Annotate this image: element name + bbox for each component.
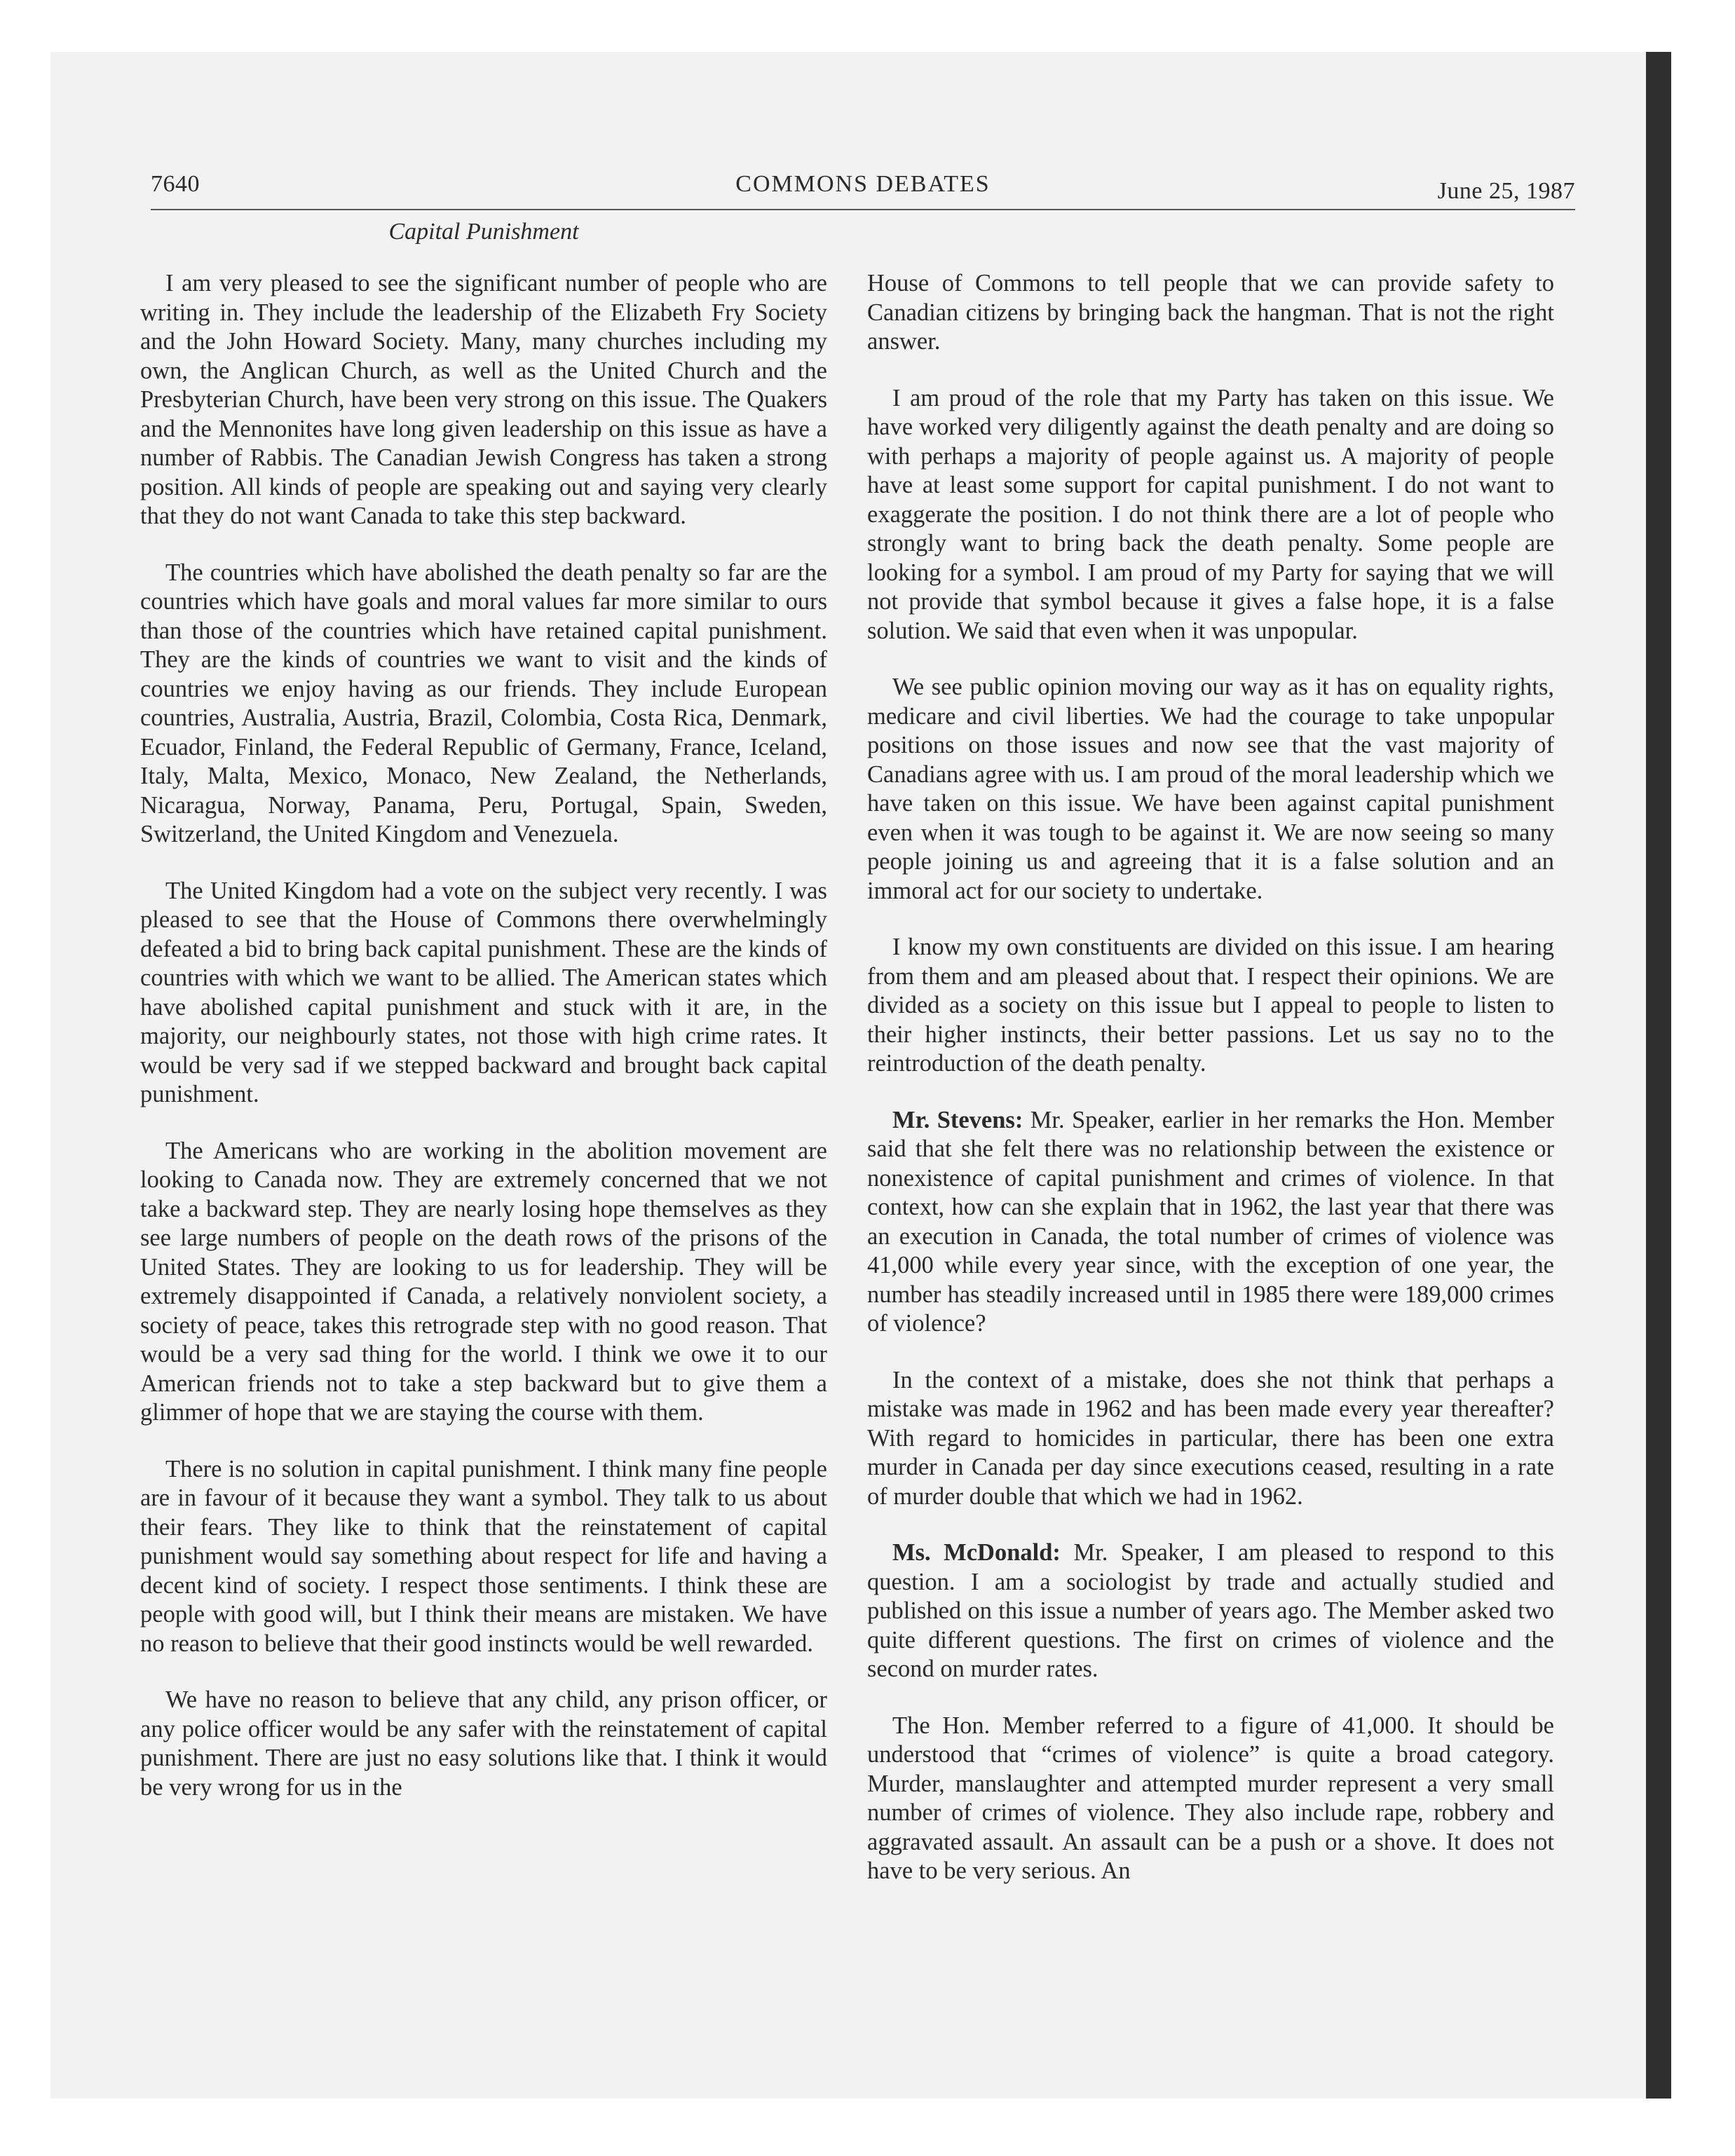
speech-text: Mr. Speaker, I am pleased to respond to this question. I am a sociologist by trade and actually studied and published on this issue a number of years ago. The Member asked two quite different questions. The first on crimes of violence and the second on murder rates.: [867, 1539, 1555, 1682]
right-column: [867, 269, 1554, 1913]
page-binding-edge: [1646, 52, 1671, 2099]
speaker-name: Mr. Stevens:: [892, 1106, 1023, 1133]
paragraph: We have no reason to believe that any child, any prison officer, or any police officer would be any safer with the reinstatement of capital punishment. There are just no easy solutions like that. I think it would be very wrong for us in the: [140, 1686, 827, 1801]
paragraph-continuation: House of Commons to tell people that we can provide safety to Canadian citizens by bringing back the hangman. That is not the right answer.: [867, 270, 1554, 355]
paragraph: We see public opinion moving our way as it has on equality rights, medicare and civil liberties. We had the courage to take unpopular positions on those issues and now see that the vast majority of Canadians agree with us. I am proud of the moral leadership which we have taken on this issue. We have been against capital punishment even when it was tough to be against it. We are now seeing so many people joining us and agreeing that it is a false solution and an immoral act for our society to undertake.: [867, 674, 1554, 904]
paragraph: The countries which have abolished the death penalty so far are the countries which have goals and moral values far more similar to ours than those of the countries which have retained capital punishment. They are the kinds of countries we want to visit and the kinds of countries we enjoy having as our friends. They include European countries, Australia, Austria, Brazil, Colombia, Costa Rica, Denmark, Ecuador, Finland, the Federal Republic of Germany, France, Iceland, Italy, Malta, Mexico, Monaco, New Zealand, the Netherlands, Nicaragua, Norway, Panama, Peru, Portugal, Spain, Sweden, Switzerland, the United Kingdom and Venezuela.: [140, 559, 827, 847]
paragraph: I know my own constituents are divided on this issue. I am hearing from them and am pleased about that. I respect their opinions. We are divided as a society on this issue but I appeal to people to listen to their higher instincts, their better passions. Let us say no to the reintroduction of the death penalty.: [867, 934, 1554, 1077]
speech-stevens: [867, 1106, 1554, 1339]
speaker-name: Ms. McDonald:: [892, 1539, 1061, 1566]
paragraph: I am proud of the role that my Party has taken on this issue. We have worked very diligently against the death penalty and are doing so with perhaps a majority of people against us. A majority of people have at least some support for capital punishment. I do not want to exaggerate the position. I do not think there are a lot of people who strongly want to bring back the death penalty. Some people are looking for a symbol. I am proud of my Party for saying that we will not provide that symbol because it gives a false hope, it is a false solution. We said that even when it was unpopular.: [867, 384, 1554, 644]
paragraph: There is no solution in capital punishment. I think many fine people are in favour of it because they want a symbol. They talk to us about their fears. They like to think that the reinstatement of capital punishment would say something about respect for life and having a decent kind of society. I respect those sentiments. I think these are people with good will, but I think their means are mistaken. We have no reason to believe that their good instincts would be well rewarded.: [140, 1455, 827, 1657]
section-title: Capital Punishment: [388, 219, 579, 245]
page-header: [151, 168, 1575, 210]
speech-mcdonald: [867, 1538, 1554, 1684]
paragraph: The Hon. Member referred to a figure of 41,000. It should be understood that “crimes of violence” is quite a broad category. Murder, manslaughter and attempted murder represent a very small number of crimes of violence. They also include rape, robbery and aggravated assault. An assault can be a push or a shove. It does not have to be very serious. An: [867, 1712, 1554, 1884]
publication-title: COMMONS DEBATES: [735, 171, 991, 197]
page-number: 7640: [151, 171, 200, 197]
speech-text: Mr. Speaker, earlier in her remarks the Hon. Member said that she felt there was no relationship between the existence or nonexistence of capital punishment and crimes of violence. In that context, how can she explain that in 1962, the last year that there was an execution in Canada, the total number of crimes of violence was 41,000 while every year since, with the exception of one year, the number has steadily increased until in 1985 there were 189,000 crimes of violence?: [867, 1106, 1554, 1337]
paragraph: I am very pleased to see the significant number of people who are writing in. They include the leadership of the Elizabeth Fry Society and the John Howard Society. Many, many churches including my own, the Anglican Church, as well as the United Church and the Presbyterian Church, have been very strong on this issue. The Quakers and the Mennonites have long given leadership on this issue as have a number of Rabbis. The Canadian Jewish Congress has taken a strong position. All kinds of people are speaking out and saying very clearly that they do not want Canada to take this step backward.: [140, 270, 827, 529]
paragraph: In the context of a mistake, does she not think that perhaps a mistake was made in 1962 and has been made every year thereafter? With regard to homicides in particular, there has been one extra murder in Canada per day since executions ceased, resulting in a rate of murder double that which we had in 1962.: [867, 1366, 1554, 1510]
paragraph: The Americans who are working in the abolition movement are looking to Canada now. They are extremely concerned that we not take a backward step. They are nearly losing hope themselves as they see large numbers of people on the death rows of the prisons of the United States. They are looking to us for leadership. They will be extremely disappointed if Canada, a relatively nonviolent society, a society of peace, takes this retrograde step with no good reason. That would be a very sad thing for the world. I think we owe it to our American friends not to take a step backward but to give them a glimmer of hope that we are staying the course with them.: [140, 1137, 827, 1426]
publication-date: June 25, 1987: [1437, 178, 1575, 204]
left-column: [140, 269, 827, 1829]
paragraph: The United Kingdom had a vote on the subject very recently. I was pleased to see that the House of Commons there overwhelmingly defeated a bid to bring back capital punishment. These are the kinds of countries with which we want to be allied. The American states which have abolished capital punishment and stuck with it are, in the majority, our neighbourly states, not those with high crime rates. It would be very sad if we stepped backward and brought back capital punishment.: [140, 877, 827, 1107]
